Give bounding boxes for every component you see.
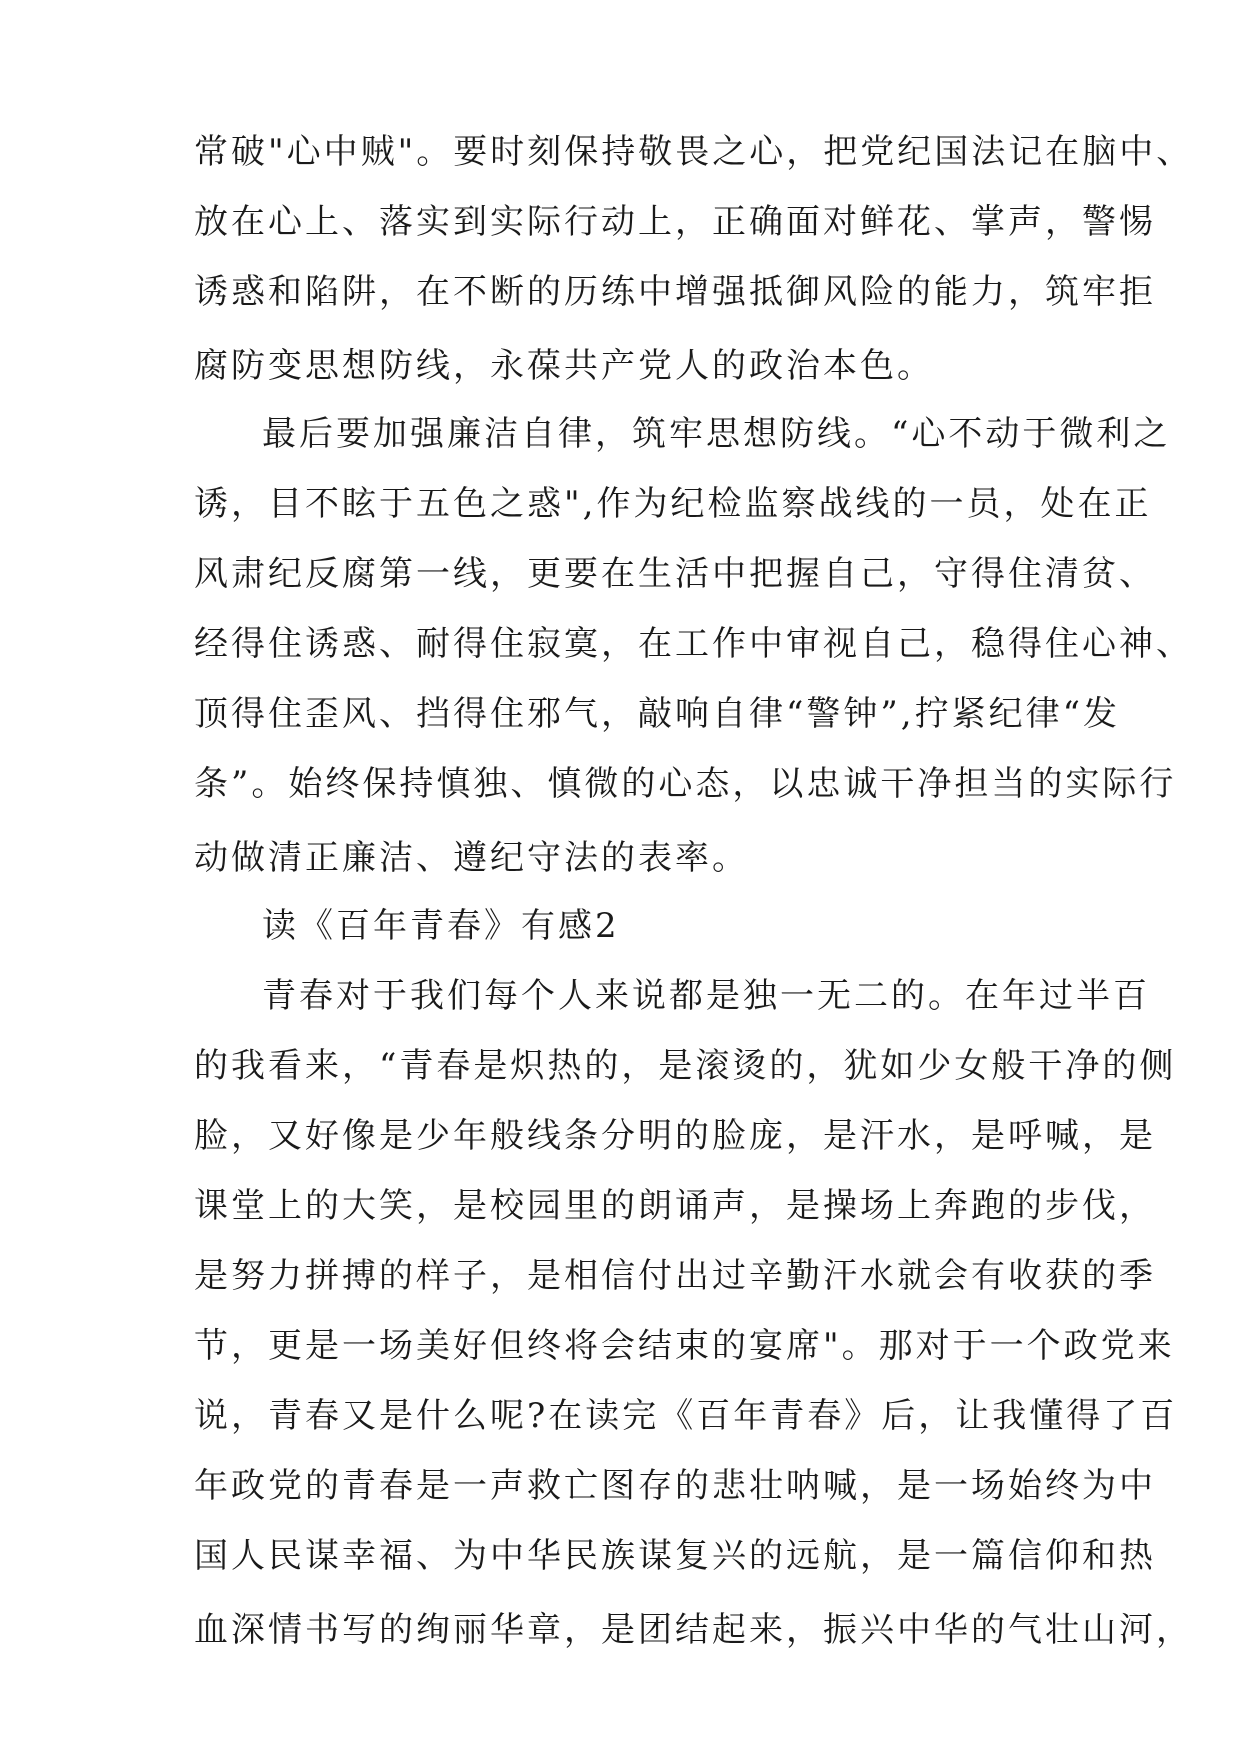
- paragraph-line: 腐防变思想防线，永葆共产党人的政治本色。: [194, 346, 934, 386]
- paragraph-line: 是努力拼搏的样子，是相信付出过辛勤汗水就会有收获的季: [194, 1256, 1156, 1296]
- paragraph-line: 经得住诱惑、耐得住寂寞，在工作中审视自己，稳得住心神、: [194, 624, 1193, 664]
- paragraph-line: 放在心上、落实到实际行动上，正确面对鲜花、掌声，警惕: [194, 202, 1156, 242]
- paragraph-line: 动做清正廉洁、遵纪守法的表率。: [194, 838, 749, 878]
- paragraph-line: 国人民谋幸福、为中华民族谋复兴的远航，是一篇信仰和热: [194, 1536, 1156, 1576]
- paragraph-line: 风肃纪反腐第一线，更要在生活中把握自己，守得住清贫、: [194, 554, 1156, 594]
- paragraph-line: 诱惑和陷阱，在不断的历练中增强抵御风险的能力，筑牢拒: [194, 272, 1156, 312]
- section-heading: 读《百年青春》有感2: [262, 906, 620, 946]
- paragraph-line: 最后要加强廉洁自律，筑牢思想防线。“心不动于微利之: [262, 414, 1171, 454]
- paragraph-line: 脸，又好像是少年般线条分明的脸庞，是汗水，是呼喊，是: [194, 1116, 1156, 1156]
- paragraph-line: 条”。始终保持慎独、慎微的心态，以忠诚干净担当的实际行: [194, 764, 1177, 804]
- paragraph-line: 的我看来，“青春是炽热的，是滚烫的，犹如少女般干净的侧: [194, 1046, 1177, 1086]
- paragraph-line: 青春对于我们每个人来说都是独一无二的。在年过半百: [262, 976, 1150, 1016]
- paragraph-line: 诱，目不眩于五色之惑",作为纪检监察战线的一员，处在正: [194, 484, 1152, 524]
- paragraph-line: 血深情书写的绚丽华章，是团结起来，振兴中华的气壮山河，: [194, 1610, 1193, 1650]
- paragraph-line: 顶得住歪风、挡得住邪气，敲响自律“警钟”,拧紧纪律“发: [194, 694, 1120, 734]
- paragraph-line: 常破"心中贼"。要时刻保持敬畏之心，把党纪国法记在脑中、: [194, 132, 1194, 172]
- paragraph-line: 年政党的青春是一声救亡图存的悲壮呐喊，是一场始终为中: [194, 1466, 1156, 1506]
- paragraph-line: 课堂上的大笑，是校园里的朗诵声，是操场上奔跑的步伐，: [194, 1186, 1156, 1226]
- paragraph-line: 说，青春又是什么呢?在读完《百年青春》后，让我懂得了百: [194, 1396, 1178, 1436]
- paragraph-line: 节，更是一场美好但终将会结束的宴席"。那对于一个政党来: [194, 1326, 1175, 1366]
